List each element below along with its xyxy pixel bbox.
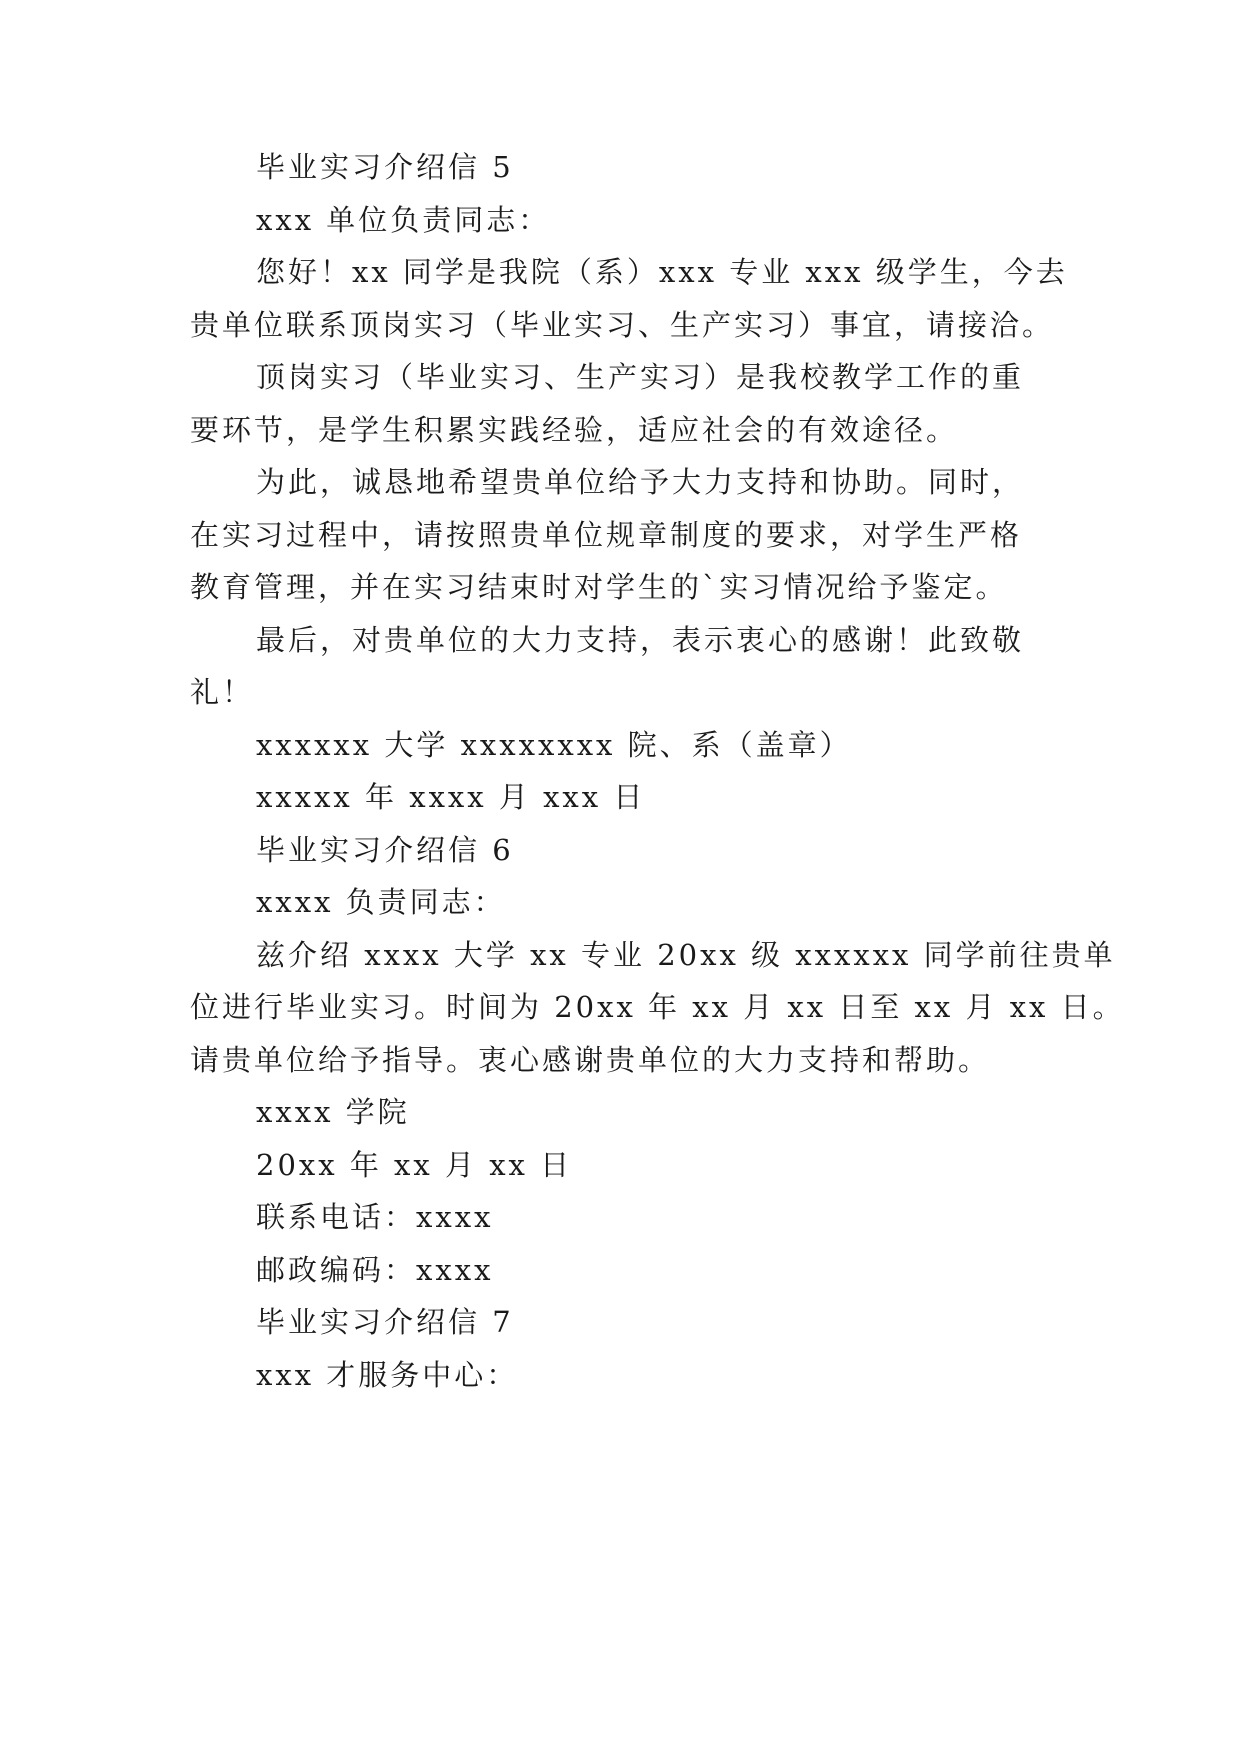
letter6-title: 毕业实习介绍信 6 <box>256 833 514 867</box>
letter5-signature: xxxxxx 大学 xxxxxxxx 院、系（盖章） <box>256 728 852 762</box>
letter5-paragraph1-line1: 您好！xx 同学是我院（系）xxx 专业 xxx 级学生，今去 <box>256 255 1068 289</box>
letter5-paragraph3-line3: 教育管理，并在实习结束时对学生的`实习情况给予鉴定。 <box>190 570 1008 604</box>
letter5-paragraph4-line2: 礼！ <box>190 675 255 709</box>
letter6-postcode: 邮政编码：xxxx <box>256 1253 494 1287</box>
letter6-paragraph1-line1: 兹介绍 xxxx 大学 xx 专业 20xx 级 xxxxxx 同学前往贵单 <box>256 938 1116 972</box>
letter6-salutation: xxxx 负责同志： <box>256 885 506 919</box>
letter6-paragraph1-line2: 位进行毕业实习。时间为 20xx 年 xx 月 xx 日至 xx 月 xx 日。 <box>190 990 1125 1024</box>
letter5-paragraph2-line2: 要环节，是学生积累实践经验，适应社会的有效途径。 <box>190 413 959 447</box>
letter5-title: 毕业实习介绍信 5 <box>256 150 514 184</box>
letter6-signature: xxxx 学院 <box>256 1095 410 1129</box>
letter5-paragraph1-line2: 贵单位联系顶岗实习（毕业实习、生产实习）事宜，请接洽。 <box>190 308 1055 342</box>
letter6-date: 20xx 年 xx 月 xx 日 <box>256 1148 573 1182</box>
letter5-paragraph4-line1: 最后，对贵单位的大力支持，表示衷心的感谢！此致敬 <box>256 623 1025 657</box>
letter5-date: xxxxx 年 xxxx 月 xxx 日 <box>256 780 646 814</box>
letter6-paragraph1-line3: 请贵单位给予指导。衷心感谢贵单位的大力支持和帮助。 <box>190 1043 991 1077</box>
letter7-salutation: xxx 才服务中心： <box>256 1358 519 1392</box>
letter5-paragraph3-line1: 为此，诚恳地希望贵单位给予大力支持和协助。同时， <box>256 465 1025 499</box>
letter5-paragraph3-line2: 在实习过程中，请按照贵单位规章制度的要求，对学生严格 <box>190 518 1023 552</box>
letter7-title: 毕业实习介绍信 7 <box>256 1305 514 1339</box>
letter5-salutation: xxx 单位负责同志： <box>256 203 551 237</box>
letter5-paragraph2-line1: 顶岗实习（毕业实习、生产实习）是我校教学工作的重 <box>256 360 1025 394</box>
letter6-phone: 联系电话：xxxx <box>256 1200 494 1234</box>
